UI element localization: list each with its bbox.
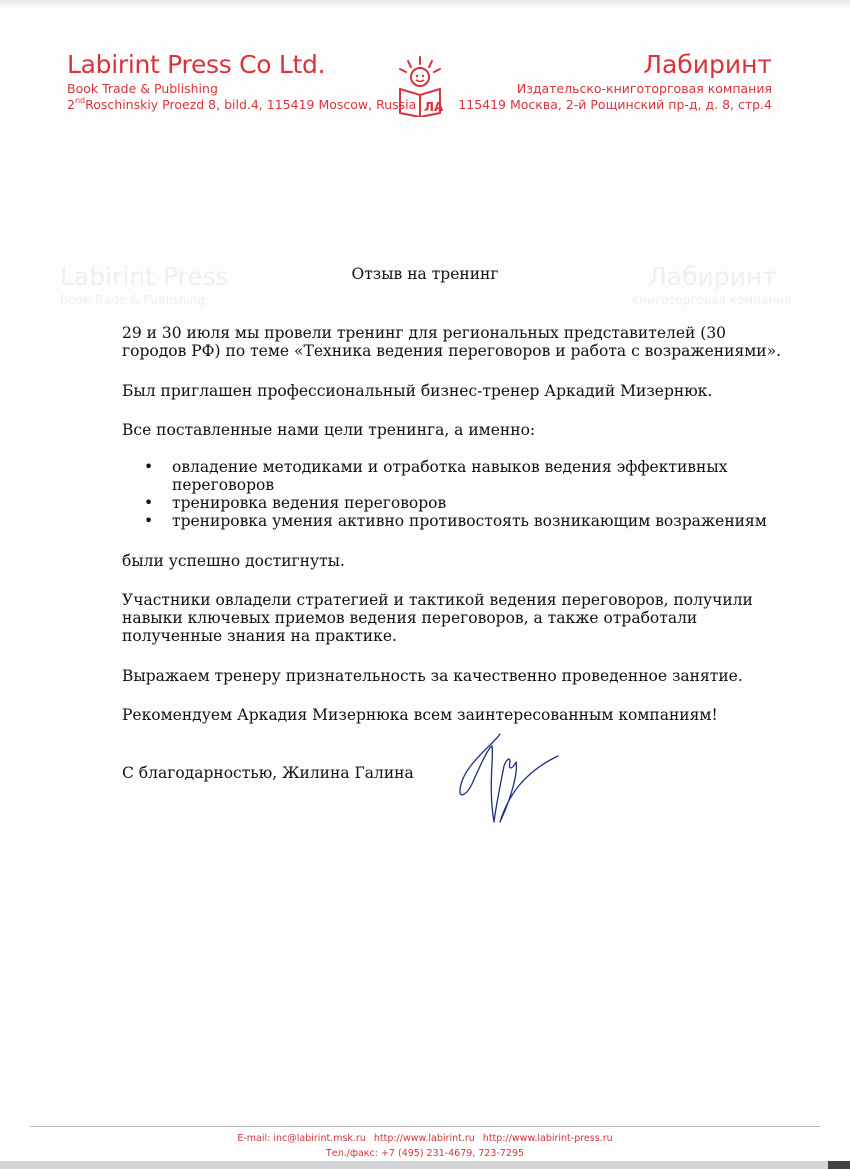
bullet-icon: •: [144, 458, 154, 476]
footer-url-2: http://www.labirint-press.ru: [482, 1133, 613, 1144]
paragraph-gratitude: Выражаем тренеру признательность за качественно проведенное занятие.: [122, 667, 743, 685]
list-item-text: тренировка ведения переговоров: [172, 494, 447, 512]
company-address-en: [67, 97, 416, 112]
bullet-icon: •: [144, 512, 154, 530]
closing-signoff: С благодарностью, Жилина Галина: [122, 764, 414, 782]
watermark-right-sub: книготорговая компания: [632, 293, 792, 307]
watermark-left-sub: Book Trade & Publishing: [60, 293, 205, 307]
paragraph-trainer: Был приглашен профессиональный бизнес-тренер Аркадий Мизернюк.: [122, 382, 713, 400]
paragraph-goals-achieved: были успешно достигнуты.: [122, 552, 345, 570]
list-item-text: тренировка умения активно противостоять возникающим возражениям: [172, 512, 767, 530]
address-number: 2: [67, 97, 75, 113]
company-name-ru: Лабиринт: [643, 50, 772, 79]
footer-contacts: [0, 1133, 850, 1144]
company-name-en: Labirint Press Co Ltd.: [67, 50, 326, 79]
footer-email: E-mail: inc@labirint.msk.ru: [237, 1133, 366, 1144]
footer-phone: Тел./факс: +7 (495) 231-4679, 723-7295: [325, 1148, 525, 1159]
labirint-logo-icon: [396, 55, 444, 117]
logo-letters: ЛА: [424, 100, 444, 114]
company-subtitle-ru: Издательско-книготорговая компания: [516, 81, 772, 96]
address-ordinal-suffix: nd: [74, 96, 86, 105]
scan-edge-corner: [828, 1161, 850, 1169]
document-title: Отзыв на тренинг: [351, 265, 499, 283]
bullet-icon: •: [144, 494, 154, 512]
goals-list: [122, 458, 782, 530]
address-rest: Roschinskiy Proezd 8, bild.4, 115419 Moscow, Russia: [85, 97, 417, 113]
company-address-ru: 115419 Москва, 2-й Рощинский пр-д, д. 8, стр.4: [458, 97, 772, 112]
watermark-right: Лабиринт: [648, 262, 777, 291]
paragraph-results: Участники овладели стратегией и тактикой ведения переговоров, получили навыки ключевых приемов ведения переговоров, а также отработали полученные знания на практике.: [122, 591, 753, 645]
watermark-left: Labirint Press: [60, 262, 229, 291]
scan-edge-top: [0, 0, 850, 8]
footer-url-1: http://www.labirint.ru: [373, 1133, 475, 1144]
paragraph-training-info: 29 и 30 июля мы провели тренинг для региональных представителей (30 городов РФ) по теме «Техника ведения переговоров и работа с возражениями».: [122, 324, 782, 360]
list-item: [122, 458, 782, 494]
scan-edge-bottom: [0, 1161, 850, 1169]
list-item: [122, 512, 782, 530]
list-item-text: овладение методиками и отработка навыков ведения эффективных переговоров: [172, 458, 728, 494]
handwritten-signature: [448, 726, 568, 826]
company-subtitle-en: Book Trade & Publishing: [67, 81, 218, 96]
footer-divider: [30, 1126, 820, 1127]
paragraph-goals-intro: Все поставленные нами цели тренинга, а именно:: [122, 421, 536, 439]
paragraph-recommendation: Рекомендуем Аркадия Мизернюка всем заинтересованным компаниям!: [122, 706, 718, 724]
list-item: [122, 494, 782, 512]
